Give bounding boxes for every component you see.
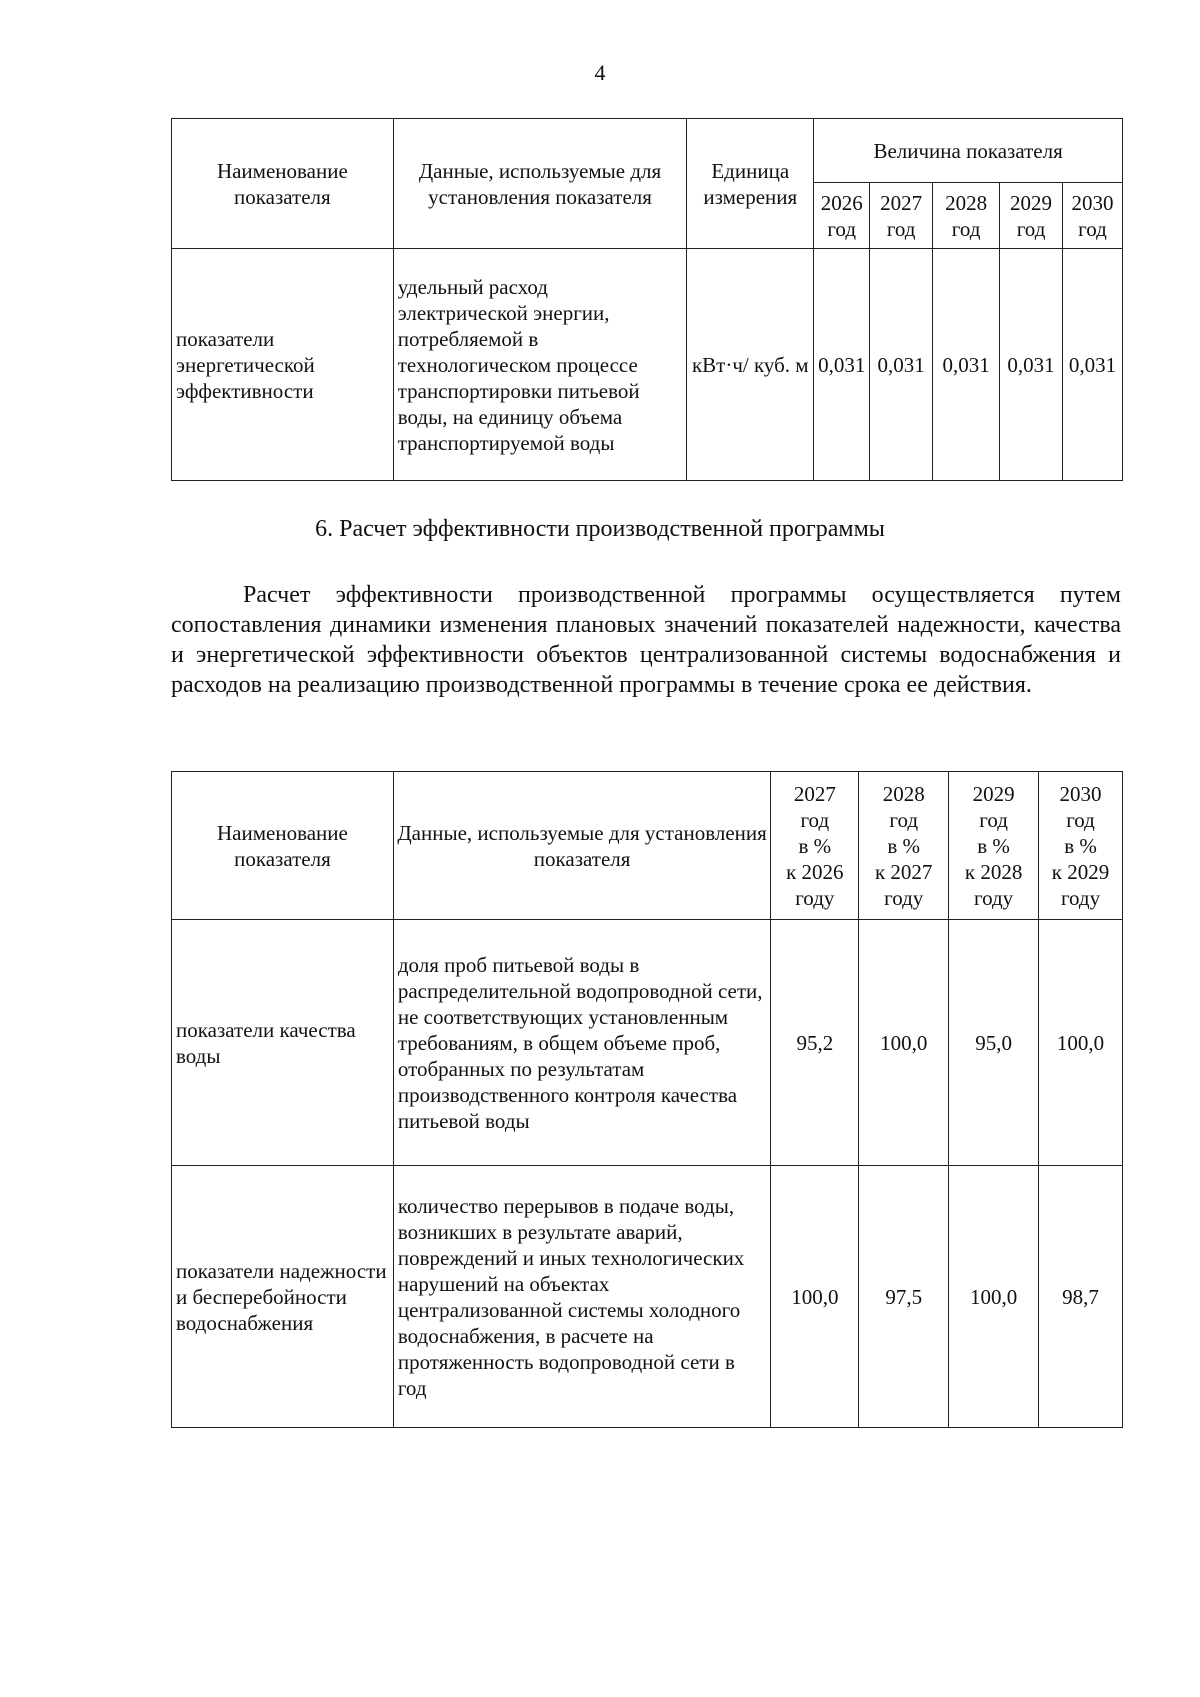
table-row xyxy=(172,1166,1123,1428)
t2-col-line: в % xyxy=(1064,833,1097,858)
t2-col-line: к 2028 xyxy=(964,859,1023,884)
t1-year-label: год xyxy=(1016,216,1046,241)
t2-col-line: году xyxy=(795,885,835,910)
program-efficiency-table xyxy=(171,771,1123,1428)
table-row xyxy=(172,249,1123,481)
t2-row-value: 100,0 xyxy=(949,1166,1039,1428)
t1-year-header xyxy=(870,183,933,249)
t2-col-line: в % xyxy=(887,833,921,858)
t2-row-value: 98,7 xyxy=(1039,1166,1123,1428)
t1-row-value: 0,031 xyxy=(933,249,1000,481)
t2-col-line: году xyxy=(1060,885,1101,910)
t2-row-value: 100,0 xyxy=(859,920,949,1166)
t1-header-name: Наименование показателя xyxy=(172,119,394,249)
t1-year-header xyxy=(1000,183,1063,249)
t2-row-value: 100,0 xyxy=(771,1166,859,1428)
t2-header-data: Данные, используемые для установления показателя xyxy=(393,772,771,920)
energy-efficiency-table xyxy=(171,118,1123,481)
t2-col-line: году xyxy=(884,885,924,910)
t2-row-name: показатели качества воды xyxy=(172,920,394,1166)
t1-year-label: год xyxy=(1078,216,1107,241)
t2-year: 2030 xyxy=(1059,781,1102,806)
t2-row-value: 95,0 xyxy=(949,920,1039,1166)
t2-col-header xyxy=(859,772,949,920)
t2-col-line: год xyxy=(1066,807,1095,832)
t2-year: 2029 xyxy=(972,781,1015,806)
t1-year-label: год xyxy=(827,216,857,241)
t1-header-data: Данные, используемые для установления показателя xyxy=(393,119,687,249)
t1-year-header xyxy=(1063,183,1123,249)
t2-row-value: 100,0 xyxy=(1039,920,1123,1166)
t1-header-value: Величина показателя xyxy=(814,119,1123,183)
t1-year-label: год xyxy=(886,216,916,241)
t2-col-header xyxy=(949,772,1039,920)
t2-row-data: количество перерывов в подаче воды, возникших в результате аварий, повреждений и иных технологических нарушений на объектах централизованной системы холодного водоснабжения, в расчете на протяженность водопроводной сети в год xyxy=(393,1166,771,1428)
t2-col-line: год xyxy=(889,807,919,832)
t2-row-name: показатели надежности и бесперебойности водоснабжения xyxy=(172,1166,394,1428)
t2-row-value: 95,2 xyxy=(771,920,859,1166)
t1-year: 2028 xyxy=(945,190,988,215)
t2-col-line: к 2026 xyxy=(786,859,844,884)
t1-row-value: 0,031 xyxy=(1063,249,1123,481)
t2-col-header xyxy=(1039,772,1123,920)
section-title: 6. Расчет эффективности производственной программы xyxy=(315,516,885,542)
t2-year: 2028 xyxy=(882,781,925,806)
t1-header-unit: Единица измерения xyxy=(687,119,814,249)
t1-row-name: показатели энергетической эффективности xyxy=(172,249,394,481)
t2-col-line: в % xyxy=(977,833,1010,858)
t2-col-line: год xyxy=(979,807,1008,832)
t1-year: 2029 xyxy=(1010,190,1053,215)
page-number: 4 xyxy=(594,60,606,85)
t1-row-value: 0,031 xyxy=(814,249,870,481)
t2-col-header xyxy=(771,772,859,920)
body-paragraph: Расчет эффективности производственной программы осуществляется путем сопоставления динамики изменения плановых значений показателей надежности, качества и энергетической эффективности объектов централизованной системы водоснабжения и расходов на реализацию производственной программы в течение срока ее действия. xyxy=(171,582,1121,698)
t1-row-value: 0,031 xyxy=(1000,249,1063,481)
t2-col-line: году xyxy=(974,885,1014,910)
table-row xyxy=(172,920,1123,1166)
t1-year-header xyxy=(814,183,870,249)
t1-row-data: удельный расход электрической энергии, потребляемой в технологическом процессе транспортировки питьевой воды, на единицу объема транспортируемой воды xyxy=(393,249,687,481)
t1-year: 2027 xyxy=(880,190,923,215)
t2-col-line: к 2027 xyxy=(874,859,933,884)
t1-row-value: 0,031 xyxy=(870,249,933,481)
t2-year: 2027 xyxy=(793,781,836,806)
t2-col-line: к 2029 xyxy=(1051,859,1110,884)
t1-year-label: год xyxy=(951,216,981,241)
t1-year: 2030 xyxy=(1071,190,1114,215)
t2-col-line: в % xyxy=(798,833,832,858)
t1-year: 2026 xyxy=(820,190,863,215)
t2-row-data: доля проб питьевой воды в распределительной водопроводной сети, не соответствующих установленным требованиям, в общем объеме проб, отобранных по результатам производственного контроля качества питьевой воды xyxy=(393,920,771,1166)
t1-row-unit: кВт·ч/ куб. м xyxy=(687,249,814,481)
t1-year-header xyxy=(933,183,1000,249)
t2-header-name: Наименование показателя xyxy=(172,772,394,920)
t2-row-value: 97,5 xyxy=(859,1166,949,1428)
t2-col-line: год xyxy=(800,807,830,832)
